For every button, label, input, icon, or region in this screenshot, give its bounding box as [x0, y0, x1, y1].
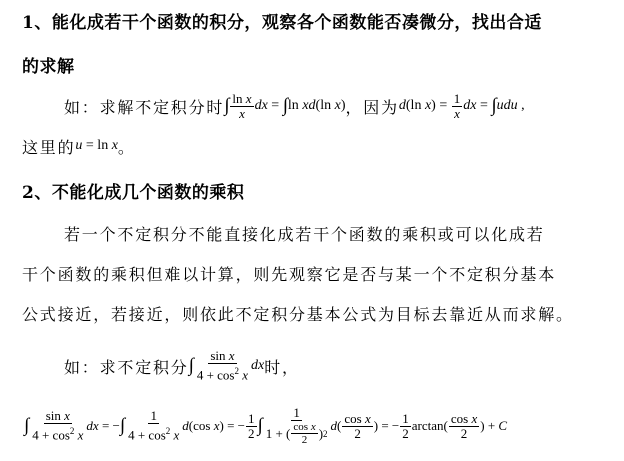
example1-prefix: 如：求解不定积分时: [64, 97, 225, 117]
example1-line2-text: 这里的: [22, 137, 76, 157]
section2-heading: 2、不能化成几个函数的乘积: [22, 183, 245, 203]
example2-suffix: 时，: [264, 357, 300, 377]
section1-heading-line2: 的求解: [22, 57, 75, 77]
example1-mid: ，因为: [345, 97, 399, 117]
section1-example-line2: [22, 134, 136, 158]
section2-para-line1: 若一个不定积分不能直接化成若干个函数的乘积或可以化成若: [64, 225, 545, 244]
section2-para-line2: 干个函数的乘积但难以计算，则先观察它是否与某一个不定积分基本: [22, 265, 557, 284]
section1-example: [64, 84, 525, 128]
section2-example: [64, 344, 300, 388]
example2-prefix: 如：求不定积分: [64, 357, 189, 377]
section1-heading-line1: 1、能化成若干个函数的积分，观察各个函数能否凑微分，找出合适: [22, 13, 542, 33]
formula-solution: ∫ $\frac{\text{sin x}}{4 + \cos^2 x}$ dx = − ∫ $\frac{1}{4 + \cos^2 x}$ d (cos x ) = − $\frac{1}{2}$ ∫ 1 1 + ( $\frac{\text{cos x}}{2}$ ) 2 d ( $\frac{\text{cos x}}{2}$ ) = − $\frac{1}{2}$ arctan( $\frac{\text{cos x}}{2}$ ) + C: [24, 405, 508, 446]
section2-para-line3: 公式接近，若接近，则依此不定积分基本公式为目标去靠近从而求解。: [22, 305, 574, 324]
formula-d-lnx: d (ln x ) = $\frac{1}{x}$ dx = ∫ udu ,: [398, 90, 525, 121]
formula-u-equals-lnx: u = ln x: [75, 138, 118, 153]
formula-integral-lnx-over-x: ∫ $\frac{\text{ln x}}{x}$ dx = ∫ ln xd (ln x ): [224, 90, 346, 121]
formula-integral-sinx: ∫ $\frac{\text{sin x}}{4 + \cos^2 x}$ dx: [188, 348, 265, 383]
example1-end: 。: [117, 139, 136, 157]
